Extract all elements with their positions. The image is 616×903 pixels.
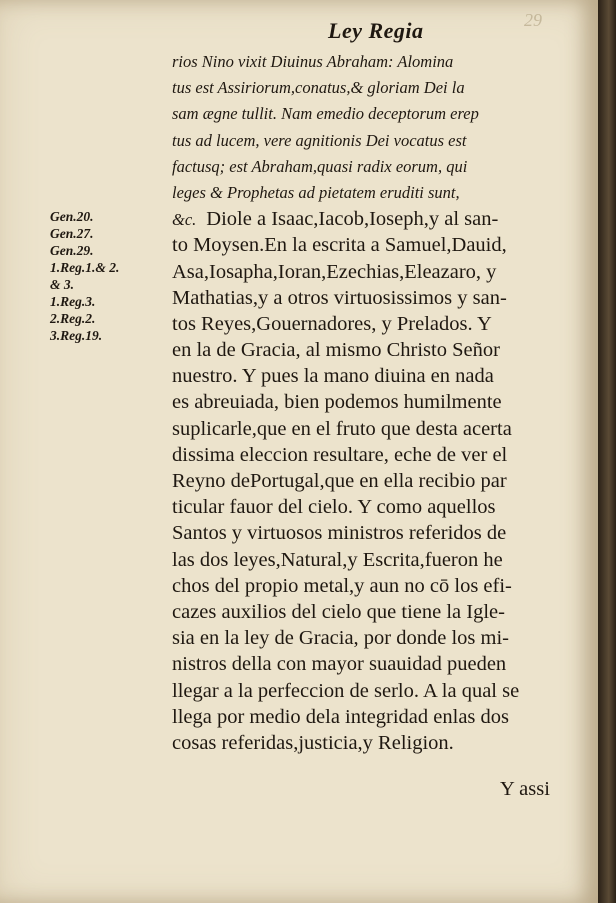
text-line: en la de Gracia, al mismo Christo Señor [172, 339, 500, 362]
text-line: sia en la ley de Gracia, por donde los mi- [172, 627, 509, 650]
margin-note: 1.Reg.3. [50, 294, 96, 309]
margin-note: 3.Reg.19. [50, 328, 103, 343]
text-line: Mathatias,y a otros virtuosissimos y san- [172, 286, 507, 309]
text-line: tos Reyes,Gouernadores, y Prelados. Y [172, 312, 492, 335]
text-line: las dos leyes,Natural,y Escrita,fueron he [172, 548, 503, 571]
book-gutter [598, 0, 616, 903]
latin-line: tus est Assiriorum,conatus,& gloriam Dei la [172, 78, 465, 98]
text-line: suplicarle,que en el fruto que desta acerta [172, 417, 512, 440]
text-line: nuestro. Y pues la mano diuina en nada [172, 365, 494, 388]
text-line: nistros della con mayor suauidad pueden [172, 653, 507, 676]
main-text-block [172, 49, 568, 756]
text-line: chos del propio metal,y aun no cō los efi- [172, 574, 512, 597]
margin-notes [50, 208, 162, 344]
text-line: llegar a la perfeccion de serlo. A la qual se [172, 679, 520, 702]
mixed-line [172, 206, 568, 232]
text-line: to Moysen.En la escrita a Samuel,Dauid, [172, 234, 507, 257]
latin-line: rios Nino vixit Diuinus Abraham: Alomina [172, 52, 454, 71]
latin-fragment: &c. [172, 210, 197, 230]
text-line: Asa,Iosapha,Ioran,Ezechias,Eleazaro, y [172, 260, 497, 283]
text-line: dissima eleccion resultare, eche de ver el [172, 443, 508, 466]
latin-line: sam ægne tullit. Nam emedio deceptorum erep [172, 104, 479, 124]
text-line: ticular fauor del cielo. Y como aquellos [172, 496, 496, 519]
text-line: Reyno dePortugal,que en ella recibio par [172, 470, 507, 492]
text-line: llega por medio dela integridad enlas dos [172, 705, 510, 728]
text-line: cazes auxilios del cielo que tiene la Igle- [172, 600, 505, 623]
margin-note: 2.Reg.2. [50, 311, 96, 326]
margin-note: Gen.27. [50, 226, 94, 241]
latin-line: tus ad lucem, vere agnitionis Dei vocatus est [172, 130, 467, 150]
margin-note: 1.Reg.1.& 2. [50, 260, 120, 275]
running-head: Ley Regia [328, 18, 424, 43]
margin-note: Gen.29. [50, 243, 94, 258]
margin-note: Gen.20. [50, 209, 94, 224]
text-line: es abreuiada, bien podemos humilmente [172, 391, 502, 414]
latin-line: leges & Prophetas ad pietatem eruditi sunt, [172, 182, 460, 202]
margin-note: & 3. [50, 277, 75, 292]
latin-line: factusq; est Abraham,quasi radix eorum, qui [172, 156, 468, 176]
catchword: Y assi [500, 778, 550, 800]
folio-number: 29 [524, 10, 542, 30]
text-line: cosas referidas,justicia,y Religion. [172, 731, 454, 754]
spanish-fragment: Diole a Isaac,Iacob,Ioseph,y al san- [206, 208, 499, 231]
text-line: Santos y virtuosos ministros referidos de [172, 522, 507, 545]
